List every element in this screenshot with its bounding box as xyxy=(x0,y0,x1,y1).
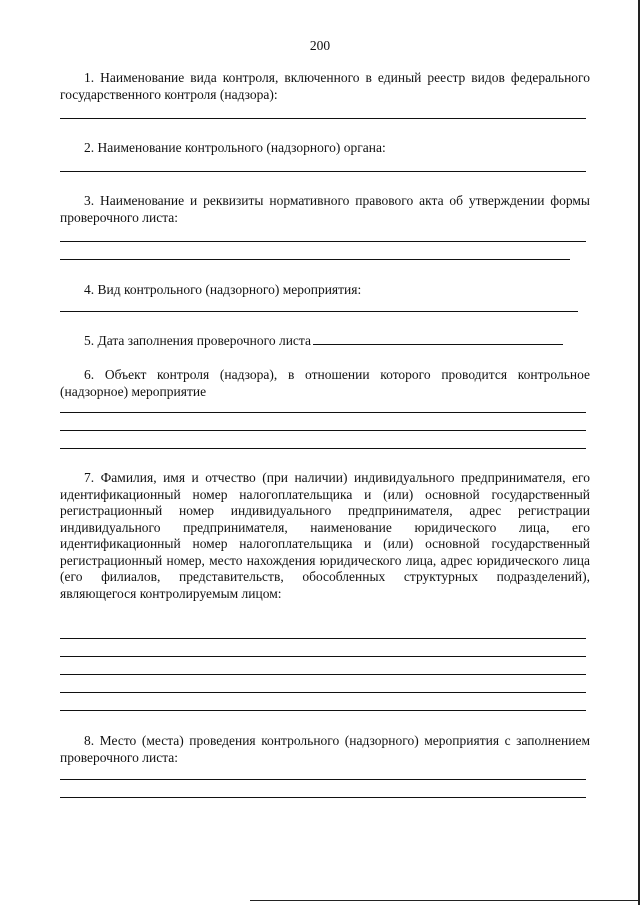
item-1-fill-line-1[interactable] xyxy=(60,118,586,119)
item-4-text: Вид контрольного (надзорного) мероприятия: xyxy=(97,282,362,297)
item-4-paragraph xyxy=(60,282,590,299)
item-6-fill-line-1[interactable] xyxy=(60,412,586,413)
item-2-number: 2. xyxy=(84,140,95,155)
item-3-fill-line-2[interactable] xyxy=(60,259,570,260)
item-8-fill-line-1[interactable] xyxy=(60,779,586,780)
scan-edge-bottom xyxy=(250,900,640,901)
item-2-fill-line-1[interactable] xyxy=(60,171,586,172)
item-8-text: Место (места) проведения контрольного (надзорного) мероприятия с заполнением проверочного листа: xyxy=(60,733,590,765)
item-7-text: Фамилия, имя и отчество (при наличии) индивидуального предпринимателя, его идентификационный номер налогоплательщика и (или) основной государственный регистрационный номер индивидуального предпринимателя, адрес регистрации индивидуального предпринимателя, наименование юридического лица, его идентификационный номер налогоплательщика и (или) основной государственный регистрационный номер, место нахождения юридического лица, адрес юридического лица (его филиалов, представительств, обособленных структурных подразделений), являющегося контролируемым лицом: xyxy=(60,470,591,601)
item-5-text: Дата заполнения проверочного листа xyxy=(97,333,311,348)
item-6-text: Объект контроля (надзора), в отношении которого проводится контрольное (надзорное) мероприятие xyxy=(60,367,590,399)
item-6-paragraph xyxy=(60,367,590,400)
item-6-number: 6. xyxy=(84,367,95,382)
item-5-number: 5. xyxy=(84,333,95,348)
date-fill-line[interactable] xyxy=(313,332,563,345)
item-2-text: Наименование контрольного (надзорного) органа: xyxy=(97,140,386,155)
item-3-paragraph xyxy=(60,193,590,226)
item-3-fill-line-1[interactable] xyxy=(60,241,586,242)
item-1-number: 1. xyxy=(84,70,95,85)
item-2-paragraph xyxy=(60,140,590,157)
item-8-paragraph xyxy=(60,733,590,766)
item-5-paragraph xyxy=(60,332,590,350)
item-6-fill-line-2[interactable] xyxy=(60,430,586,431)
item-8-fill-line-2[interactable] xyxy=(60,797,586,798)
item-3-text: Наименование и реквизиты нормативного правового акта об утверждении формы проверочного листа: xyxy=(60,193,591,225)
item-4-fill-line-1[interactable] xyxy=(60,311,578,312)
item-7-fill-line-4[interactable] xyxy=(60,692,586,693)
item-7-fill-line-2[interactable] xyxy=(60,656,586,657)
item-7-fill-line-1[interactable] xyxy=(60,638,586,639)
item-7-fill-line-5[interactable] xyxy=(60,710,586,711)
item-6-fill-line-3[interactable] xyxy=(60,448,586,449)
item-1-text: Наименование вида контроля, включенного в единый реестр видов федерального государственного контроля (надзора): xyxy=(60,70,591,102)
item-8-number: 8. xyxy=(84,733,95,748)
item-4-number: 4. xyxy=(84,282,95,297)
item-7-paragraph xyxy=(60,470,590,602)
item-3-number: 3. xyxy=(84,193,95,208)
page-number: 200 xyxy=(309,38,331,53)
item-7-fill-line-3[interactable] xyxy=(60,674,586,675)
item-7-number: 7. xyxy=(84,470,95,485)
item-1-paragraph xyxy=(60,70,590,103)
